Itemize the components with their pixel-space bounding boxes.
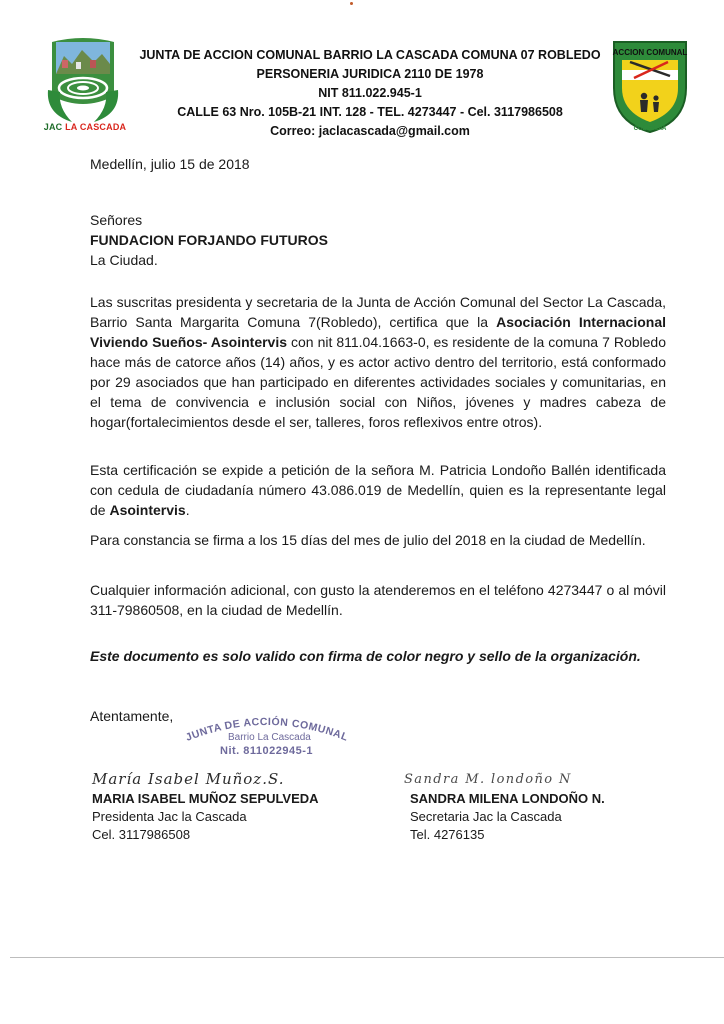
bottom-rule [10, 957, 724, 958]
letterhead [130, 46, 610, 141]
signature-handwritten-2: Sandra M. londoño N [404, 772, 572, 787]
stamp-nit: Nit. 811022945-1 [220, 745, 314, 757]
logo-caption [40, 122, 130, 132]
body-paragraph-1 [90, 292, 666, 432]
organization-stamp [184, 712, 350, 766]
letterhead-org-name: JUNTA DE ACCION COMUNAL BARRIO LA CASCADA COMUNA 07 ROBLEDO [139, 48, 601, 62]
signatory-role-2: Secretaria Jac la Cascada [410, 809, 562, 824]
scan-speck [350, 2, 353, 5]
letter-date: Medellín, julio 15 de 2018 [90, 156, 250, 172]
recipient-city: La Ciudad. [90, 252, 158, 268]
letterhead-address: CALLE 63 Nro. 105B-21 INT. 128 - TEL. 4273447 - Cel. 3117986508 [177, 105, 563, 119]
signatory-role-1: Presidenta Jac la Cascada [92, 809, 247, 824]
stamp-neighborhood: Barrio La Cascada [228, 732, 311, 743]
signatory-name-2: SANDRA MILENA LONDOÑO N. [410, 791, 605, 806]
p1-text-a: Las suscritas presidenta y secretaria de la Junta de Acción Comunal del Sector La Cascada, Barrio Santa Margarita Comuna 7(Robledo), certifica que la [90, 294, 666, 330]
signatory-phone-2: Tel. 4276135 [410, 827, 485, 842]
signatory-name-1: MARIA ISABEL MUÑOZ SEPULVEDA [92, 791, 319, 806]
signatory-phone-1: Cel. 3117986508 [92, 827, 191, 842]
shield-label: ACCION COMUNAL [612, 48, 688, 57]
p1-org-name: Asociación Internacional Viviendo Sueños- Asointervis [90, 314, 666, 350]
letterhead-nit: NIT 811.022.945-1 [318, 86, 422, 100]
p2-org-short: Asointervis [109, 502, 186, 518]
p2-text-b: . [185, 502, 190, 518]
recipient-name: FUNDACION FORJANDO FUTUROS [90, 232, 328, 248]
body-paragraph-3: Para constancia se firma a los 15 días del mes de julio del 2018 en la ciudad de Medellín. [90, 532, 646, 548]
letterhead-legal-status: PERSONERIA JURIDICA 2110 DE 1978 [256, 67, 484, 81]
shield-bottom-label: COLOMBIA [633, 126, 667, 132]
signature-block-1 [92, 790, 319, 844]
letterhead-email: Correo: jaclacascada@gmail.com [270, 124, 470, 138]
stamp-arc-text: JUNTA DE ACCIÓN COMUNAL [184, 715, 350, 742]
body-paragraph-4: Cualquier información adicional, con gusto la atenderemos en el teléfono 4273447 o al móvil 311-79860508, en la ciudad de Medellín. [90, 582, 666, 618]
p2-text-a: Esta certificación se expide a petición de la señora M. Patricia Londoño Ballén identificada con cedula de ciudadanía número 43.086.019 de Medellín, quien es la representante legal de [90, 462, 666, 518]
logo-caption-name: LA CASCADA [65, 122, 127, 132]
signature-block-2 [410, 790, 605, 844]
logo-caption-jac: JAC [43, 122, 63, 132]
signature-handwritten-1: María Isabel Muñoz.S. [92, 770, 285, 788]
closing-phrase: Atentamente, [90, 708, 174, 724]
validity-note: Este documento es solo valido con firma de color negro y sello de la organización. [90, 648, 641, 664]
jac-la-cascada-logo-icon [42, 34, 127, 134]
body-paragraph-2 [90, 460, 666, 520]
recipient-salutation: Señores [90, 212, 143, 228]
accion-comunal-shield-icon [610, 38, 690, 134]
recipient-block [90, 210, 630, 270]
p1-text-b: con nit 811.04.1663-0, es residente de la comuna 7 Robledo hace más de catorce años (14) años, y es actor activo dentro del territorio, está conformado por 29 asociados que han participado en diferentes actividades sociales y comunitarias, en el tema de convivencia e inclusión social con Niños, jóvenes y madres cabeza de hogar(fortalecimientos desde el ser, talleres, foros reflexivos entre otros). [90, 334, 667, 430]
